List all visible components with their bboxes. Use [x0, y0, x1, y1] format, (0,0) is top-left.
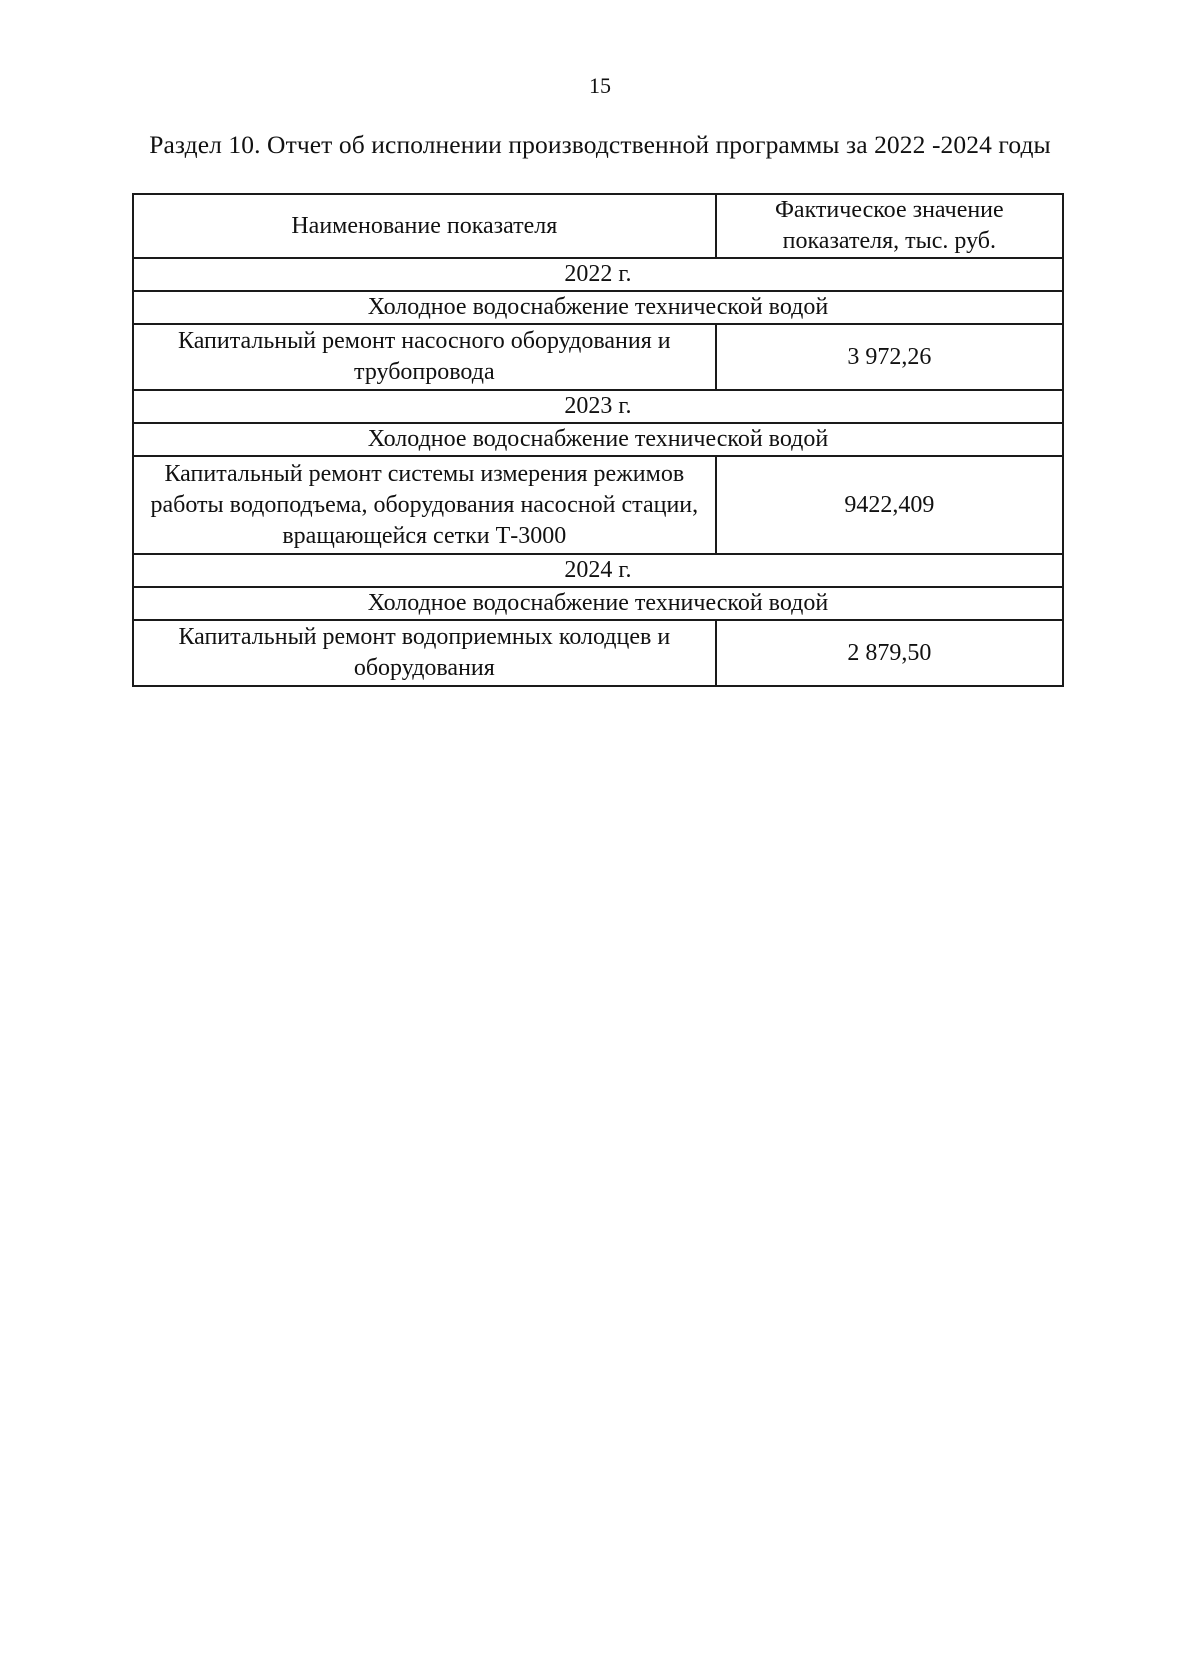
table-row — [133, 324, 1063, 390]
table-header-row — [133, 194, 1063, 258]
year-row-2024 — [133, 554, 1063, 587]
page-number: 15 — [589, 73, 611, 98]
table-row — [133, 620, 1063, 686]
category-label: Холодное водоснабжение технической водой — [133, 587, 1063, 620]
indicator-value-cell: 2 879,50 — [716, 620, 1063, 686]
report-table — [132, 193, 1064, 687]
header-indicator-name: Наименование показателя — [133, 194, 716, 258]
year-row-2022 — [133, 258, 1063, 291]
header-actual-value: Фактическое значение показателя, тыс. руб. — [716, 194, 1063, 258]
year-label: 2022 г. — [133, 258, 1063, 291]
indicator-name-cell: Капитальный ремонт водоприемных колодцев и оборудования — [133, 620, 716, 686]
year-label: 2024 г. — [133, 554, 1063, 587]
year-row-2023 — [133, 390, 1063, 423]
indicator-value-cell: 3 972,26 — [716, 324, 1063, 390]
indicator-name-cell: Капитальный ремонт системы измерения режимов работы водоподъема, оборудования насосной стации, вращающейся сетки Т-3000 — [133, 456, 716, 554]
indicator-name-cell: Капитальный ремонт насосного оборудования и трубопровода — [133, 324, 716, 390]
category-label: Холодное водоснабжение технической водой — [133, 291, 1063, 324]
category-row-2022 — [133, 291, 1063, 324]
table-row — [133, 456, 1063, 554]
section-title: Раздел 10. Отчет об исполнении производственной программы за 2022 -2024 годы — [149, 130, 1051, 159]
year-label: 2023 г. — [133, 390, 1063, 423]
category-row-2023 — [133, 423, 1063, 456]
indicator-value-cell: 9422,409 — [716, 456, 1063, 554]
category-row-2024 — [133, 587, 1063, 620]
category-label: Холодное водоснабжение технической водой — [133, 423, 1063, 456]
